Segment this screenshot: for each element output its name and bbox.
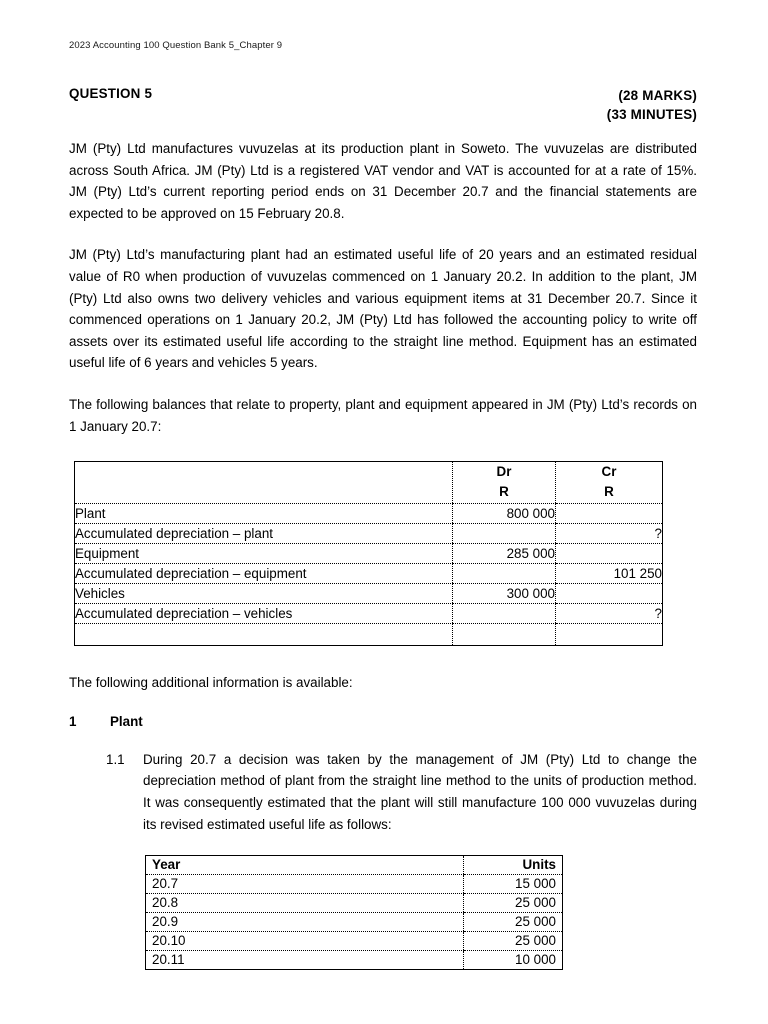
- question-marks: (28 MARKS): [618, 88, 697, 103]
- balances-row-description: Vehicles: [75, 584, 453, 604]
- balances-table: [74, 461, 663, 646]
- units-row-units: 25 000: [464, 932, 563, 951]
- balances-row-cr: 101 250: [556, 564, 663, 584]
- balances-row-description: Accumulated depreciation – plant: [75, 524, 453, 544]
- balances-header-row: [75, 462, 663, 504]
- balances-row-cr: [556, 504, 663, 524]
- table-row: [75, 584, 663, 604]
- balances-row-description: Accumulated depreciation – vehicles: [75, 604, 453, 624]
- units-table: [145, 855, 563, 970]
- balances-row-dr: [453, 624, 556, 646]
- sub-item-1-1: [69, 749, 697, 835]
- paragraph-assets: JM (Pty) Ltd’s manufacturing plant had an estimated useful life of 20 years and an estimated residual value of R0 when production of vuvuzelas commenced on 1 January 20.2. In addition to the plant, JM (Pty) Ltd also owns two delivery vehicles and various equipment items at 31 December 20.7. Since it commenced operations on 1 January 20.2, JM (Pty) Ltd has followed the accounting policy to write off assets over its estimated useful life according to the straight line method. Equipment has an estimated useful life of 6 years and vehicles 5 years.: [69, 247, 697, 371]
- balances-header-cr-currency: R: [604, 484, 614, 500]
- balances-row-description: [75, 624, 453, 646]
- units-row-year: 20.10: [146, 932, 464, 951]
- balances-row-cr: [556, 544, 663, 564]
- balances-row-cr: ?: [556, 524, 663, 544]
- balances-header-dr: [453, 462, 556, 504]
- units-header-row: [146, 856, 563, 875]
- running-header: 2023 Accounting 100 Question Bank 5_Chapter 9: [69, 40, 283, 51]
- table-row: [146, 951, 563, 970]
- sub-item-number: 1.1: [106, 751, 125, 767]
- balances-row-dr: 285 000: [453, 544, 556, 564]
- question-title-row: [69, 86, 697, 124]
- units-row-year: 20.9: [146, 913, 464, 932]
- page-content: [69, 86, 697, 970]
- units-header-units: Units: [464, 856, 563, 875]
- units-table-wrap: [69, 855, 697, 970]
- balances-row-dr: [453, 564, 556, 584]
- table-row: [75, 504, 663, 524]
- question-minutes: (33 MINUTES): [606, 107, 697, 122]
- balances-row-cr: ?: [556, 604, 663, 624]
- table-row: [75, 624, 663, 646]
- table-row: [75, 564, 663, 584]
- balances-row-description: Accumulated depreciation – equipment: [75, 564, 453, 584]
- units-row-units: 15 000: [464, 875, 563, 894]
- units-header-year: Year: [146, 856, 464, 875]
- question-marks-block: [607, 86, 697, 124]
- balances-header-cr: [556, 462, 663, 504]
- units-row-year: 20.8: [146, 894, 464, 913]
- balances-table-wrap: [69, 461, 697, 646]
- table-row: [75, 604, 663, 624]
- section-label: Plant: [110, 713, 143, 729]
- units-row-units: 10 000: [464, 951, 563, 970]
- question-title: QUESTION 5: [69, 86, 153, 101]
- balances-row-dr: 800 000: [453, 504, 556, 524]
- table-row: [75, 524, 663, 544]
- units-row-units: 25 000: [464, 894, 563, 913]
- balances-row-description: Equipment: [75, 544, 453, 564]
- balances-header-dr-currency: R: [499, 484, 509, 500]
- balances-row-description: Plant: [75, 504, 453, 524]
- balances-row-dr: [453, 524, 556, 544]
- units-row-year: 20.11: [152, 952, 185, 968]
- table-row: [146, 913, 563, 932]
- table-row: [146, 875, 563, 894]
- units-row-year: 20.7: [146, 875, 464, 894]
- balances-row-cr: [556, 584, 663, 604]
- paragraph-intro: JM (Pty) Ltd manufactures vuvuzelas at its production plant in Soweto. The vuvuzelas are distributed across South Africa. JM (Pty) Ltd is a registered VAT vendor and VAT is accounted for at a rate of 15%. JM (Pty) Ltd’s current reporting period ends on 31 December 20.7 and the financial statements are expected to be approved on 15 February 20.8.: [69, 141, 697, 221]
- table-row: [146, 894, 563, 913]
- paragraph-balances-lead: The following balances that relate to property, plant and equipment appeared in JM (Pty) Ltd’s records on 1 January 20.7:: [69, 396, 697, 434]
- paragraph-additional-info-lead: The following additional information is available:: [69, 675, 353, 691]
- sub-item-text: During 20.7 a decision was taken by the management of JM (Pty) Ltd to change the depreciation method of plant from the straight line method to the units of production method. It was consequently estimated that the plant will still manufacture 100 000 vuvuzelas during its revised estimated useful life as follows:: [143, 751, 697, 832]
- balances-header-dr-label: Dr: [496, 464, 512, 480]
- units-row-units: 25 000: [464, 913, 563, 932]
- balances-header-cr-label: Cr: [601, 464, 617, 480]
- balances-row-dr: 300 000: [453, 584, 556, 604]
- balances-header-description: [75, 462, 453, 504]
- balances-row-dr: [453, 604, 556, 624]
- section-number: 1: [69, 713, 77, 729]
- section-heading-plant: [69, 712, 697, 731]
- table-row: [75, 544, 663, 564]
- table-row: [146, 932, 563, 951]
- balances-row-cr: [556, 624, 663, 646]
